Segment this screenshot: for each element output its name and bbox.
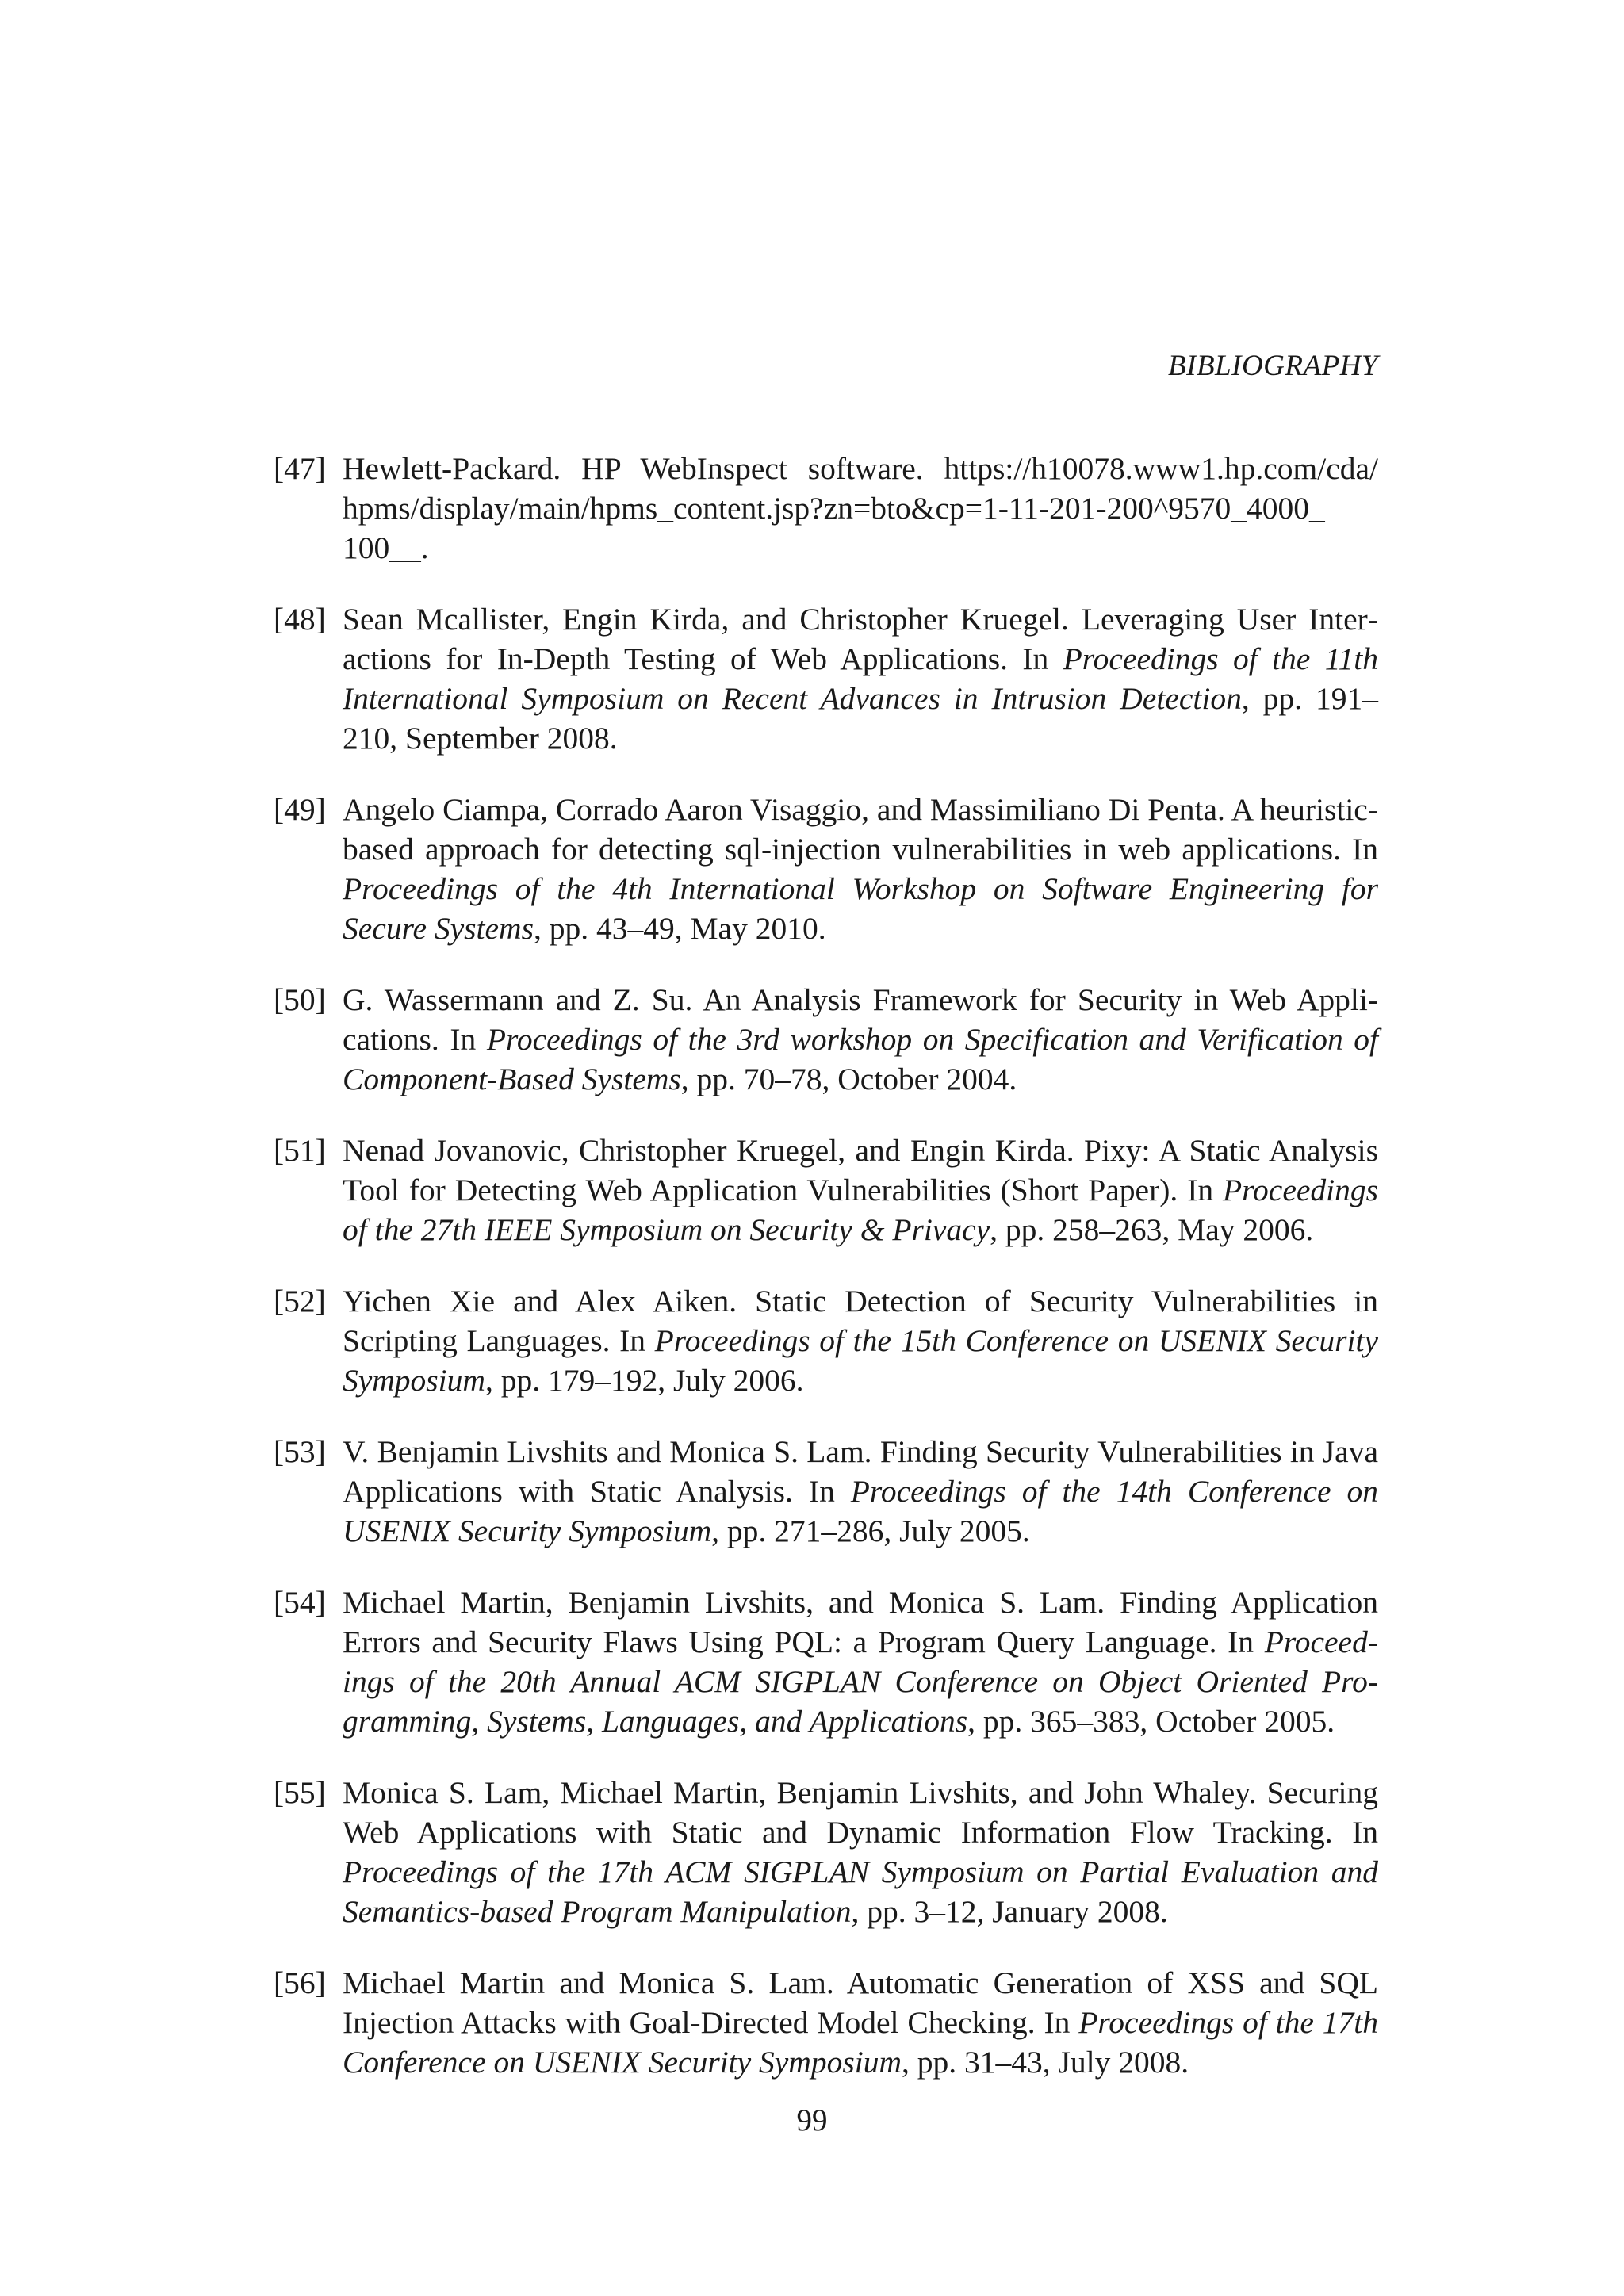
reference-text [343,1432,1378,1551]
page-number: 99 [796,2103,828,2137]
reference-segment: Michael Martin and Monica S. Lam. Automatic Generation of XSS and SQL Injection Attacks with Goal-Directed Model Checking. In [343,1965,1378,2040]
reference-venue: Proceedings of the 20th Annual ACM SIGPLAN Conference on Object Oriented Programming, Systems, Languages, and Applications [343,1624,1378,1739]
reference-segment: Yichen Xie and Alex Aiken. Static Detection of Security Vulnerabilities in Scripting Languages. In [343,1284,1378,1358]
reference-text [343,790,1378,948]
reference-venue: Proceedings of the 17th Conference on USENIX Security Symposium [343,2005,1378,2080]
reference-entry [274,1963,1378,2082]
reference-entry [274,1773,1378,1931]
reference-venue: Proceedings of the 17th ACM SIGPLAN Symposium on Partial Evaluation and Semantics-based Program Manipulation [343,1854,1378,1929]
reference-text [343,449,1378,568]
reference-segment: , pp. 31–43, July 2008. [901,2045,1189,2080]
reference-entry [274,1582,1378,1741]
reference-text [343,1131,1378,1249]
reference-label: [49] [274,792,326,827]
reference-venue: Proceedings of the 4th International Workshop on Software Engineering for Secure Systems [343,871,1378,946]
reference-venue: Proceedings of the 15th Conference on USENIX Security Symposium [343,1323,1378,1398]
reference-segment: V. Benjamin Livshits and Monica S. Lam. Finding Security Vulnerabilities in Java Applications with Static Analysis. In [343,1434,1378,1509]
reference-entry [274,980,1378,1099]
reference-venue: Proceedings of the 11th International Symposium on Recent Advances in Intrusion Detection [343,641,1379,716]
reference-segment: G. Wassermann and Z. Su. An Analysis Framework for Security in Web Applications. In [343,982,1378,1057]
reference-entry [274,1281,1378,1400]
reference-text [343,599,1378,758]
reference-entry [274,1432,1378,1551]
reference-entry [274,449,1378,568]
reference-label: [48] [274,602,326,637]
reference-segment: Sean Mcallister, Engin Kirda, and Christopher Kruegel. Leveraging User Interactions for In-Depth Testing of Web Applications. In [343,602,1378,676]
reference-label: [54] [274,1585,326,1620]
reference-label: [56] [274,1965,326,2000]
reference-venue: Proceedings of the 14th Conference on USENIX Security Symposium [343,1474,1378,1548]
reference-text [343,1963,1378,2082]
reference-text [343,1773,1378,1931]
reference-segment: , pp. 43–49, May 2010. [533,911,826,946]
reference-label: [50] [274,982,326,1017]
reference-segment: , pp. 179–192, July 2006. [485,1363,804,1398]
reference-segment: Hewlett-Packard. HP WebInspect software. https://h10078.www1.hp.com/cda/​hpms/display/main/hpms_content.jsp?zn=bto&cp=1-11-201-200^9570_4000_​100__. [343,451,1378,565]
running-header: BIBLIOGRAPHY [1168,350,1378,382]
reference-label: [53] [274,1434,326,1469]
reference-segment: , pp. 191–210, September 2008. [343,681,1379,756]
reference-segment: , pp. 271–286, July 2005. [711,1513,1030,1548]
reference-entry [274,599,1378,758]
reference-venue: Proceedings of the 3rd workshop on Specification and Verification of Component-Based Systems [343,1022,1378,1096]
reference-segment: Nenad Jovanovic, Christopher Kruegel, and Engin Kirda. Pixy: A Static Analysis Tool for Detecting Web Application Vulnerabilities (Short Paper). In [343,1133,1378,1207]
reference-segment: , pp. 258–263, May 2006. [990,1212,1314,1247]
reference-segment: , pp. 365–383, October 2005. [967,1704,1335,1739]
reference-segment: Monica S. Lam, Michael Martin, Benjamin Livshits, and John Whaley. Securing Web Applications with Static and Dynamic Information Flow Tracking. In [343,1775,1378,1850]
reference-segment: , pp. 3–12, January 2008. [851,1894,1168,1929]
reference-label: [52] [274,1284,326,1318]
reference-label: [47] [274,451,326,486]
reference-segment: Michael Martin, Benjamin Livshits, and Monica S. Lam. Finding Application Errors and Security Flaws Using PQL: a Program Query Language. In [343,1585,1378,1659]
reference-entry [274,1131,1378,1249]
reference-text [343,1582,1378,1741]
reference-text [343,1281,1378,1400]
bibliography-list [274,449,1378,2114]
reference-label: [51] [274,1133,326,1168]
reference-segment: , pp. 70–78, October 2004. [680,1062,1017,1096]
reference-entry [274,790,1378,948]
reference-segment: Angelo Ciampa, Corrado Aaron Visaggio, and Massimiliano Di Penta. A heuristic-based approach for detecting sql-injection vulnerabilities in web applications. In [343,792,1378,867]
reference-text [343,980,1378,1099]
reference-label: [55] [274,1775,326,1810]
reference-venue: Proceedings of the 27th IEEE Symposium on Security & Privacy [343,1173,1378,1247]
